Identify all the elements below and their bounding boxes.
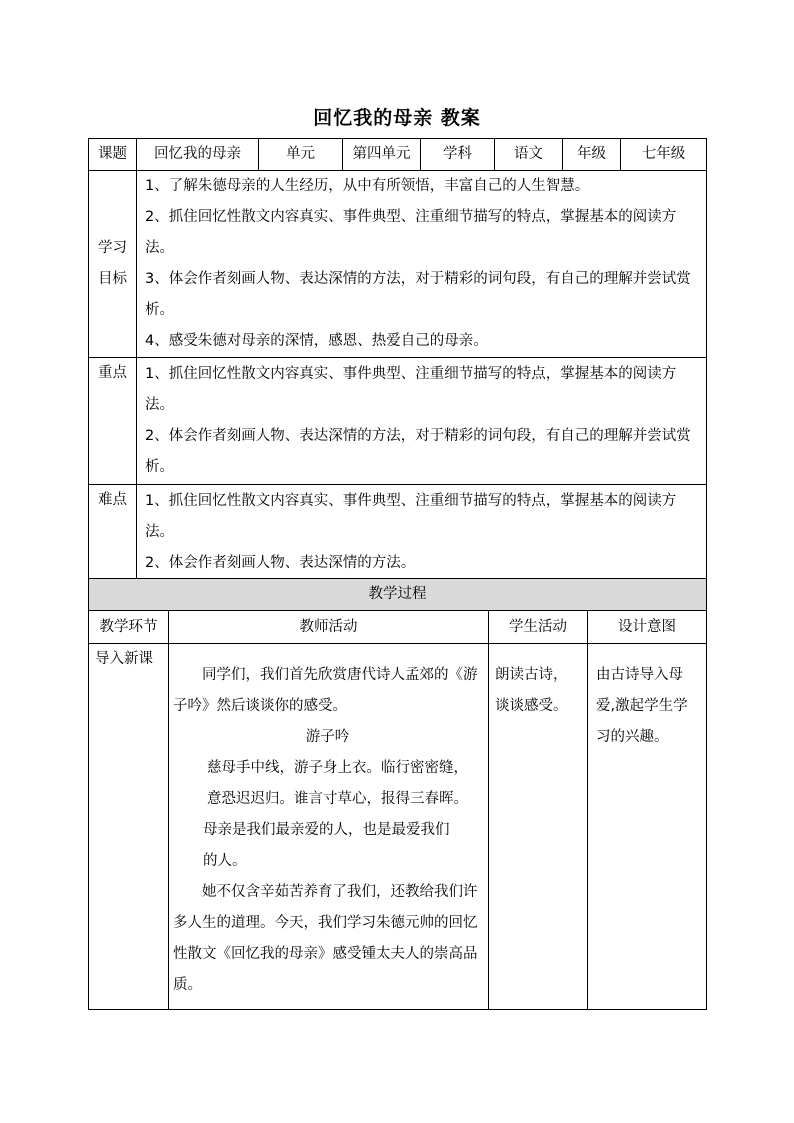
design-intent-cell: 由古诗导入母爱,激起学生学习的兴趣。 (588, 644, 707, 1010)
difficulty-item: 1、抓住回忆性散文内容真实、事件典型、注重细节描写的特点，掌握基本的阅读方法。 (145, 492, 677, 540)
objectives-content (137, 171, 707, 358)
teacher-intro: 同学们，我们首先欣赏唐代诗人孟郊的《游子吟》然后谈谈你的感受。 (173, 667, 478, 714)
subject-value: 语文 (495, 139, 563, 171)
poem-line: 意恐迟迟归。谁言寸草心，报得三春晖。 (207, 791, 468, 807)
poem-line: 的人。 (203, 853, 247, 869)
student-activity-cell: 朗读古诗，谈谈感受。 (489, 644, 588, 1010)
grade-value: 七年级 (621, 139, 707, 171)
col-teacher-header: 教师活动 (169, 611, 489, 644)
col-intent-header: 设计意图 (588, 611, 707, 644)
objectives-label (89, 171, 137, 358)
col-stage-header: 教学环节 (89, 611, 169, 644)
teacher-outro: 她不仅含辛茹苦养育了我们，还教给我们许多人生的道理。今天，我们学习朱德元帅的回忆性散文《回忆我的母亲》感受锺太夫人的崇高品质。 (173, 884, 478, 993)
course-label: 课题 (89, 139, 137, 171)
objective-item: 1、了解朱德母亲的人生经历，从中有所领悟，丰富自己的人生智慧。 (145, 178, 590, 194)
objective-item: 2、抓住回忆性散文内容真实、事件典型、注重细节描写的特点，掌握基本的阅读方法。 (145, 209, 677, 256)
key-points-label: 重点 (89, 358, 137, 485)
poem-line: 慈母手中线，游子身上衣。临行密密缝， (207, 760, 468, 776)
poem-title: 游子吟 (305, 729, 350, 745)
subject-label: 学科 (421, 139, 495, 171)
difficulties-content (137, 485, 707, 580)
objectives-label-line-1: 学习 (98, 240, 127, 256)
teaching-process-table (88, 578, 707, 1010)
col-student-header: 学生活动 (489, 611, 588, 644)
key-point-item: 1、抓住回忆性散文内容真实、事件典型、注重细节描写的特点，掌握基本的阅读方法。 (145, 366, 677, 413)
process-header: 教学过程 (89, 579, 707, 611)
objective-item: 4、感受朱德对母亲的深情，感恩、热爱自己的母亲。 (145, 333, 488, 349)
poem-line: 母亲是我们最亲爱的人，也是最爱我们 (203, 822, 450, 838)
unit-value: 第四单元 (343, 139, 421, 171)
grade-label: 年级 (563, 139, 621, 171)
difficulties-label: 难点 (89, 485, 137, 580)
unit-label: 单元 (259, 139, 343, 171)
teacher-activity-cell (169, 644, 489, 1010)
objectives-label-line-2: 目标 (98, 271, 127, 287)
page-title: 回忆我的母亲 教案 (313, 107, 481, 129)
lesson-info-table (88, 138, 707, 580)
course-value: 回忆我的母亲 (137, 139, 259, 171)
key-point-item: 2、体会作者刻画人物、表达深情的方法，对于精彩的词句段，有自己的理解并尝试赏析。 (145, 428, 691, 475)
objective-item: 3、体会作者刻画人物、表达深情的方法，对于精彩的词句段，有自己的理解并尝试赏析。 (145, 271, 691, 318)
key-points-content (137, 358, 707, 485)
stage-cell: 导入新课 (89, 644, 169, 1010)
difficulty-item: 2、体会作者刻画人物、表达深情的方法。 (145, 554, 416, 571)
